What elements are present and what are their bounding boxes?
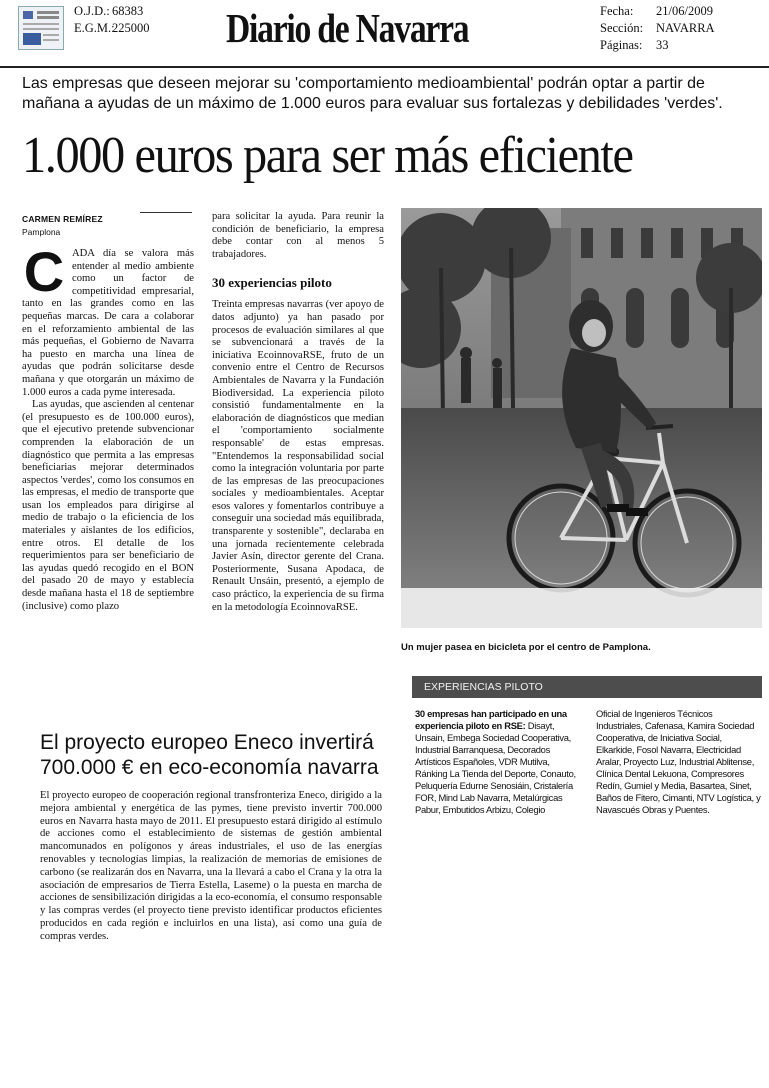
header-divider [0,66,769,68]
paginas-value: 33 [656,38,669,52]
article2-headline: El proyecto europeo Eneco invertirá 700.000 € en eco-economía navarra [40,731,379,779]
fecha-value: 21/06/2009 [656,4,713,18]
sidebar-column-2: Oficial de Ingenieros Técnicos Industriales, Cafenasa, Kamira Sociedad Cooperativa, de Iniciativa Social, Elkarkide, Fosol Navarra, Electricidad Aralar, Proyecto Luz, Industrial Ablitense, Clínica Dental Lekuona, Compresores Redín, Gumiel y Media, Basartea, Sinet, Baños de Fitero, Cimanti, NTV Logística, y Navascués Obras y Puentes. [596,708,761,815]
seccion-label: Sección: [600,21,644,35]
photo-caption: Un mujer pasea en bicicleta por el centro de Pamplona. [401,642,651,653]
author-name: CARMEN REMÍREZ [22,214,103,224]
page-thumbnail [18,6,64,50]
circulation-info [74,3,150,37]
paragraph: ADA día se valora más entender al medio ambiente como un factor de competitividad empresarial, tanto en las grandes como en las pequeñas marcas. De cara a colaborar en el reforzamiento ambiental de las más pequeñas, el Gobierno de Navarra ha puesto en marcha una línea de ayudas que podrán solicitarse desde mañana y que otorgarán un máximo de 1.000 euros a cada pyme interesada. [22,248,194,398]
egm-label: E.G.M.: [74,21,115,35]
article-lead: Las empresas que deseen mejorar su 'comportamiento medioambiental' podrán optar a partir de mañana a ayudas de un máximo de 1.000 euros para evaluar sus fortalezas y debilidades 'verdes'. [22,75,723,112]
paragraph: Las ayudas, que ascienden al centenar (el presupuesto es de 100.000 euros), que el ejecutivo pretende subvencionar comprenden la elaboración de un diagnóstico que permita a las empresas beneficiarias mejorar determinados aspectos 'verdes', como los consumos en las empresas, el medio de transporte que usan los empleados para dirigirse al medio de trabajo o la eficiencia de los materiales y aislantes de los edificios, entre otros. El detalle de los requerimientos para ser beneficiario de las ayudas quedó recogido en el BON del pasado 20 de mayo y establecía desde mañana hasta el 18 de septiembre (inclusive) como plazo [22,399,194,612]
ojd-value: 68383 [112,4,144,18]
paragraph: para solicitar la ayuda. Para reunir la condición de beneficiario, la empresa debe contar con al menos 5 trabajadores. [212,211,384,260]
seccion-value: NAVARRA [656,21,715,35]
sidebar-intro: 30 empresas han participado en una experiencia piloto en RSE: [415,708,567,731]
article-headline: 1.000 euros para ser más eficiente [22,127,633,184]
section-subhead: 30 experiencias piloto [212,275,332,291]
author-place: Pamplona [22,227,61,237]
publication-info [600,3,715,54]
paragraph: El proyecto europeo de cooperación regional transfronteriza Eneco, dirigido a la mejora ambiental y energética de las pymes, tiene previsto invertir 700.000 euros en Navarra hasta mayo de 2011. El presupuesto estará dirigido al estímulo de acciones como el establecimiento de sistemas de gestión ambiental mancomunados en polígonos y áreas industriales, el uso de las energías renovables y tecnologías limpias, la realización de memorias de emisiones de carbono (se realizarán dos en Navarra, una la llevará a cabo el Crana y la otra la asociación de empresarios de Tierra Estella, Laseme) o la puesta en marcha de acciones de sensibilización dirigidas a la eco-economía, el consumo responsable y las compras verdes (el proyecto tiene previsto identificar productos eficientes producidos en cada región e incluirlos en una lista), así como una guía de compras verdes. [40,790,382,942]
masthead: Diario de Navarra [226,5,469,51]
fecha-label: Fecha: [600,4,634,18]
sidebar-company-list: Disayt, Unsain, Embega Sociedad Cooperativa, Industrial Barranquesa, Decorados Artísticos Españoles, VDR Mutilva, Ránking La Tienda del Deporte, Conauto, Peluquería Edurne Senosiáin, Cristalería FOR, Mind Lab Navarra, Metalúrgicas Pabur, Embutidos Arbizu, Colegio [415,720,576,815]
article-column-2 [212,211,384,711]
sidebar-title: EXPERIENCIAS PILOTO [412,676,762,698]
paginas-label: Páginas: [600,38,643,52]
article-photo [401,208,762,628]
cyclist-photo-illustration [401,208,762,628]
article-column-1 [22,248,194,722]
paragraph: Treinta empresas navarras (ver apoyo de datos adjunto) ya han pasado por procesos de evaluación similares al que se subvencionará a través de la iniciativa EcoinnovaRSE, fruto de un convenio entre el Centro de Recursos Ambientales de Navarra y la Fundación Biodiversidad. La experiencia piloto consistió fundamentalmente en la elaboración de diagnósticos que median el 'comportamiento socialmente responsable' de estas empresas. "Entendemos la responsabilidad social como la integración voluntaria por parte de las empresas de las preocupaciones sociales y medioambientales. Aceptar esos valores y fomentarlos contribuye a conseguir una sociedad más equilibrada, transparente y sostenible", declaraba en una jornada recientemente celebrada Javier Asín, director gerente del Crana. Posteriormente, Susana Apodaca, de Renault Unsáin, presentó, a ejemplo de caso práctico, la experiencia de su firma en la metodología EcoinnovaRSE. [212,299,384,613]
sidebar-column-1 [415,708,580,816]
drop-cap: C [23,248,65,303]
egm-value: 225000 [112,21,150,35]
ojd-label: O.J.D.: [74,4,110,18]
byline-divider [140,212,192,213]
article2-body [40,790,382,944]
